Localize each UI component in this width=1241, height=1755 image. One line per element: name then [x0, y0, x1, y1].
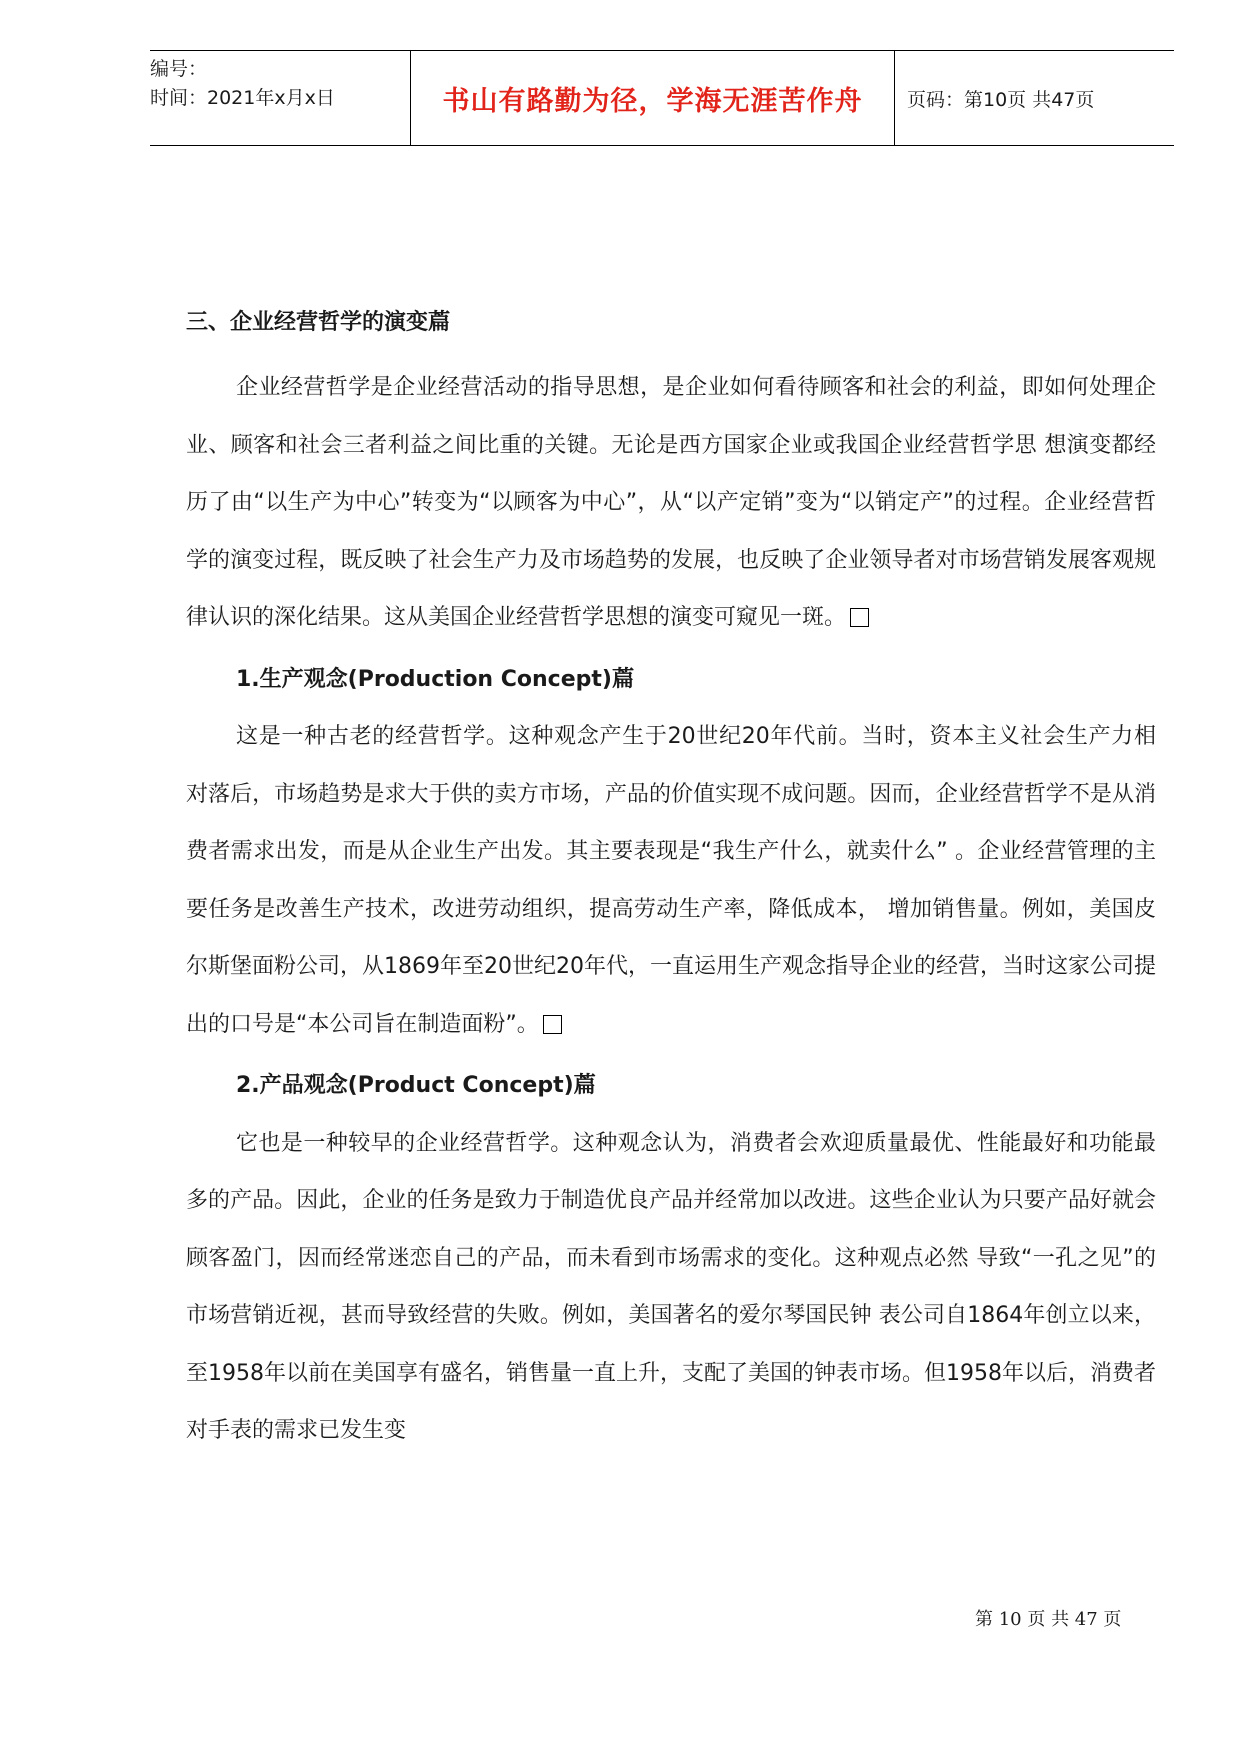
- product-concept-heading: 2.产品观念(Product Concept)萹: [236, 1073, 596, 1098]
- header-page-cell: [895, 51, 1174, 145]
- product-concept-text: 它也是一种较早的企业经营哲学。这种观念认为，消费者会欢迎质量最优、性能最好和功能最多的产品。因此，企业的任务是致力于制造优良产品并经常加以改进。这些企业认为只要产品好就会顾客盈门，因而经常迷恋自己的产品，而未看到市场需求的变化。这种观点必然 导致“一孔之见”的市场营销近视，甚而导致经营的失败。例如，美国著名的爱尔琴国民钟 表公司自1864年创立以来，至1958年以前在美国享有盛名，销售量一直上升，支配了美国的钟表市场。但1958年以后，消费者对手表的需求已发生变: [186, 1130, 1156, 1443]
- production-concept-heading: 1.生产观念(Production Concept)萹: [236, 666, 634, 692]
- motto: 书山有路勤为径，学海无涯苦作舟: [442, 85, 863, 117]
- page-label: 页码：第10页 共47页: [907, 88, 1095, 111]
- document-body: [186, 303, 1156, 1460]
- checkbox-square-icon: [543, 1015, 562, 1034]
- section-title: 三、企业经营哲学的演变萹: [186, 310, 451, 335]
- intro-text: 企业经营哲学是企业经营活动的指导思想，是企业如何看待顾客和社会的利益，即如何处理企业、顾客和社会三者利益之间比重的关键。无论是西方国家企业或我国企业经营哲学思 想演变都经历了由“以生产为中心”转变为“以顾客为中心”，从“以产定销”变为“以销定产”的过程。企业经营哲学的演变过程，既反映了社会生产力及市场趋势的发展，也反映了企业领导者对市场营销发展客观规律认识的深化结果。这从美国企业经营哲学思想的演变可窥见一斑。: [186, 375, 1156, 630]
- page-footer: 第 10 页 共 47 页: [975, 1609, 1122, 1630]
- date-label: 时间：2021年x月x日: [150, 87, 335, 109]
- product-concept-paragraph: [186, 1115, 1156, 1460]
- production-concept-paragraph: [186, 708, 1156, 1053]
- intro-paragraph: [186, 359, 1156, 647]
- serial-label: 编号：: [150, 58, 208, 80]
- header-meta: [150, 51, 411, 145]
- production-concept-text: 这是一种古老的经营哲学。这种观念产生于20世纪20年代前。当时，资本主义社会生产力相 对落后，市场趋势是求大于供的卖方市场，产品的价值实现不成问题。因而，企业经营哲学不是从消费者需求出发，而是从企业生产出发。其主要表现是“我生产什么，就卖什么” 。企业经营管理的主要任务是改善生产技术，改进劳动组织，提高劳动生产率，降低成本， 增加销售量。例如，美国皮尔斯堡面粉公司，从1869年至20世纪20年代，一直运用生产观念指导企业的经营，当时这家公司提出的口号是“本公司旨在制造面粉”。: [186, 724, 1156, 1037]
- header-motto-cell: [411, 51, 895, 145]
- checkbox-square-icon: [850, 608, 869, 627]
- page-header: [150, 50, 1174, 146]
